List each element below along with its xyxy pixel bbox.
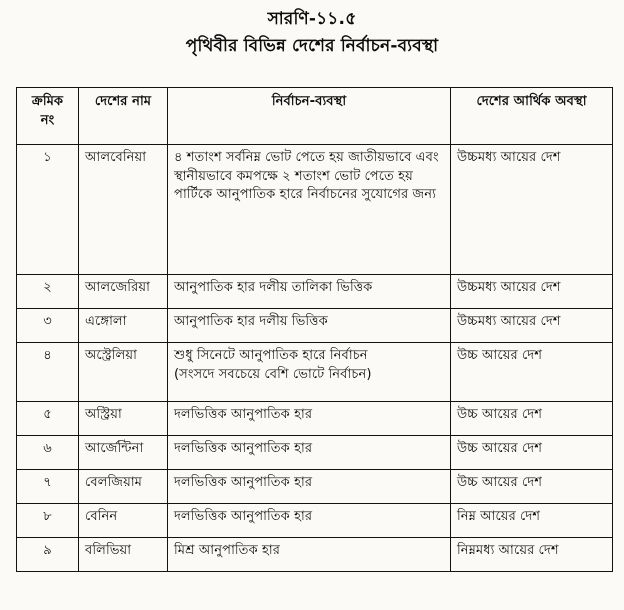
cell-serial: ৬ [17, 436, 79, 470]
cell-country: বেলজিয়াম [79, 470, 168, 504]
document-title-block [0, 0, 624, 57]
page-title: সারণি-১১.৫ [267, 9, 357, 29]
cell-economy: উচ্চ আয়ের দেশ [451, 436, 613, 470]
cell-system [168, 343, 451, 402]
table-row [17, 436, 613, 470]
cell-system: দলভিত্তিক আনুপাতিক হার [168, 402, 451, 436]
cell-system: আনুপাতিক হার দলীয় তালিকা ভিত্তিক [168, 275, 451, 309]
table-body [17, 145, 613, 572]
cell-country: অস্ট্রেলিয়া [79, 343, 168, 402]
cell-system: মিশ্র আনুপাতিক হার [168, 538, 451, 572]
table-row [17, 470, 613, 504]
election-systems-table [16, 87, 613, 572]
cell-country: আলজেরিয়া [79, 275, 168, 309]
cell-economy: নিম্নমধ্য আয়ের দেশ [451, 538, 613, 572]
column-header-serial: ক্রমিক নং [17, 88, 79, 145]
cell-economy: উচ্চমধ্য আয়ের দেশ [451, 309, 613, 343]
page-subtitle: পৃথিবীর বিভিন্ন দেশের নির্বাচন-ব্যবস্থা [185, 36, 439, 57]
table-row [17, 538, 613, 572]
table-row [17, 343, 613, 402]
cell-serial: ৫ [17, 402, 79, 436]
cell-country: আলবেনিয়া [79, 145, 168, 275]
cell-serial: ৪ [17, 343, 79, 402]
cell-country: অস্ট্রিয়া [79, 402, 168, 436]
table-row [17, 309, 613, 343]
cell-serial: ৩ [17, 309, 79, 343]
cell-system: আনুপাতিক হার দলীয় ভিত্তিক [168, 309, 451, 343]
cell-serial: ৭ [17, 470, 79, 504]
cell-serial: ২ [17, 275, 79, 309]
table-row [17, 402, 613, 436]
election-systems-table-container [16, 87, 612, 572]
table-row [17, 504, 613, 538]
cell-economy: উচ্চ আয়ের দেশ [451, 470, 613, 504]
cell-system-line-1: শুধু সিনেটে আনুপাতিক হারে নির্বাচন [174, 348, 368, 363]
cell-serial: ৮ [17, 504, 79, 538]
cell-economy: নিম্ন আয়ের দেশ [451, 504, 613, 538]
column-header-system: নির্বাচন-ব্যবস্থা [168, 88, 451, 145]
table-header [17, 88, 613, 145]
cell-economy: উচ্চ আয়ের দেশ [451, 343, 613, 402]
table-header-row [17, 88, 613, 145]
column-header-economy: দেশের আর্থিক অবস্থা [451, 88, 613, 145]
cell-country: বেনিন [79, 504, 168, 538]
cell-system: ৪ শতাংশ সর্বনিম্ন ভোট পেতে হয় জাতীয়ভাবে এবং স্থানীয়ভাবে কমপক্ষে ২ শতাংশ ভোট পেতে হয় পার্টিকে আনুপাতিক হারে নির্বাচনের সুযোগের জন্য [168, 145, 451, 275]
cell-serial: ১ [17, 145, 79, 275]
cell-economy: উচ্চমধ্য আয়ের দেশ [451, 145, 613, 275]
cell-economy: উচ্চ আয়ের দেশ [451, 402, 613, 436]
cell-economy: উচ্চমধ্য আয়ের দেশ [451, 275, 613, 309]
cell-system: দলভিত্তিক আনুপাতিক হার [168, 436, 451, 470]
column-header-country: দেশের নাম [79, 88, 168, 145]
cell-serial: ৯ [17, 538, 79, 572]
table-row [17, 145, 613, 275]
cell-country: বলিভিয়া [79, 538, 168, 572]
cell-country: এঙ্গোলা [79, 309, 168, 343]
cell-system-line-2: (সংসদে সবচেয়ে বেশি ভোটে নির্বাচন) [174, 366, 372, 382]
cell-system: দলভিত্তিক আনুপাতিক হার [168, 504, 451, 538]
table-row [17, 275, 613, 309]
cell-system: দলভিত্তিক আনুপাতিক হার [168, 470, 451, 504]
cell-country: আর্জেন্টিনা [79, 436, 168, 470]
